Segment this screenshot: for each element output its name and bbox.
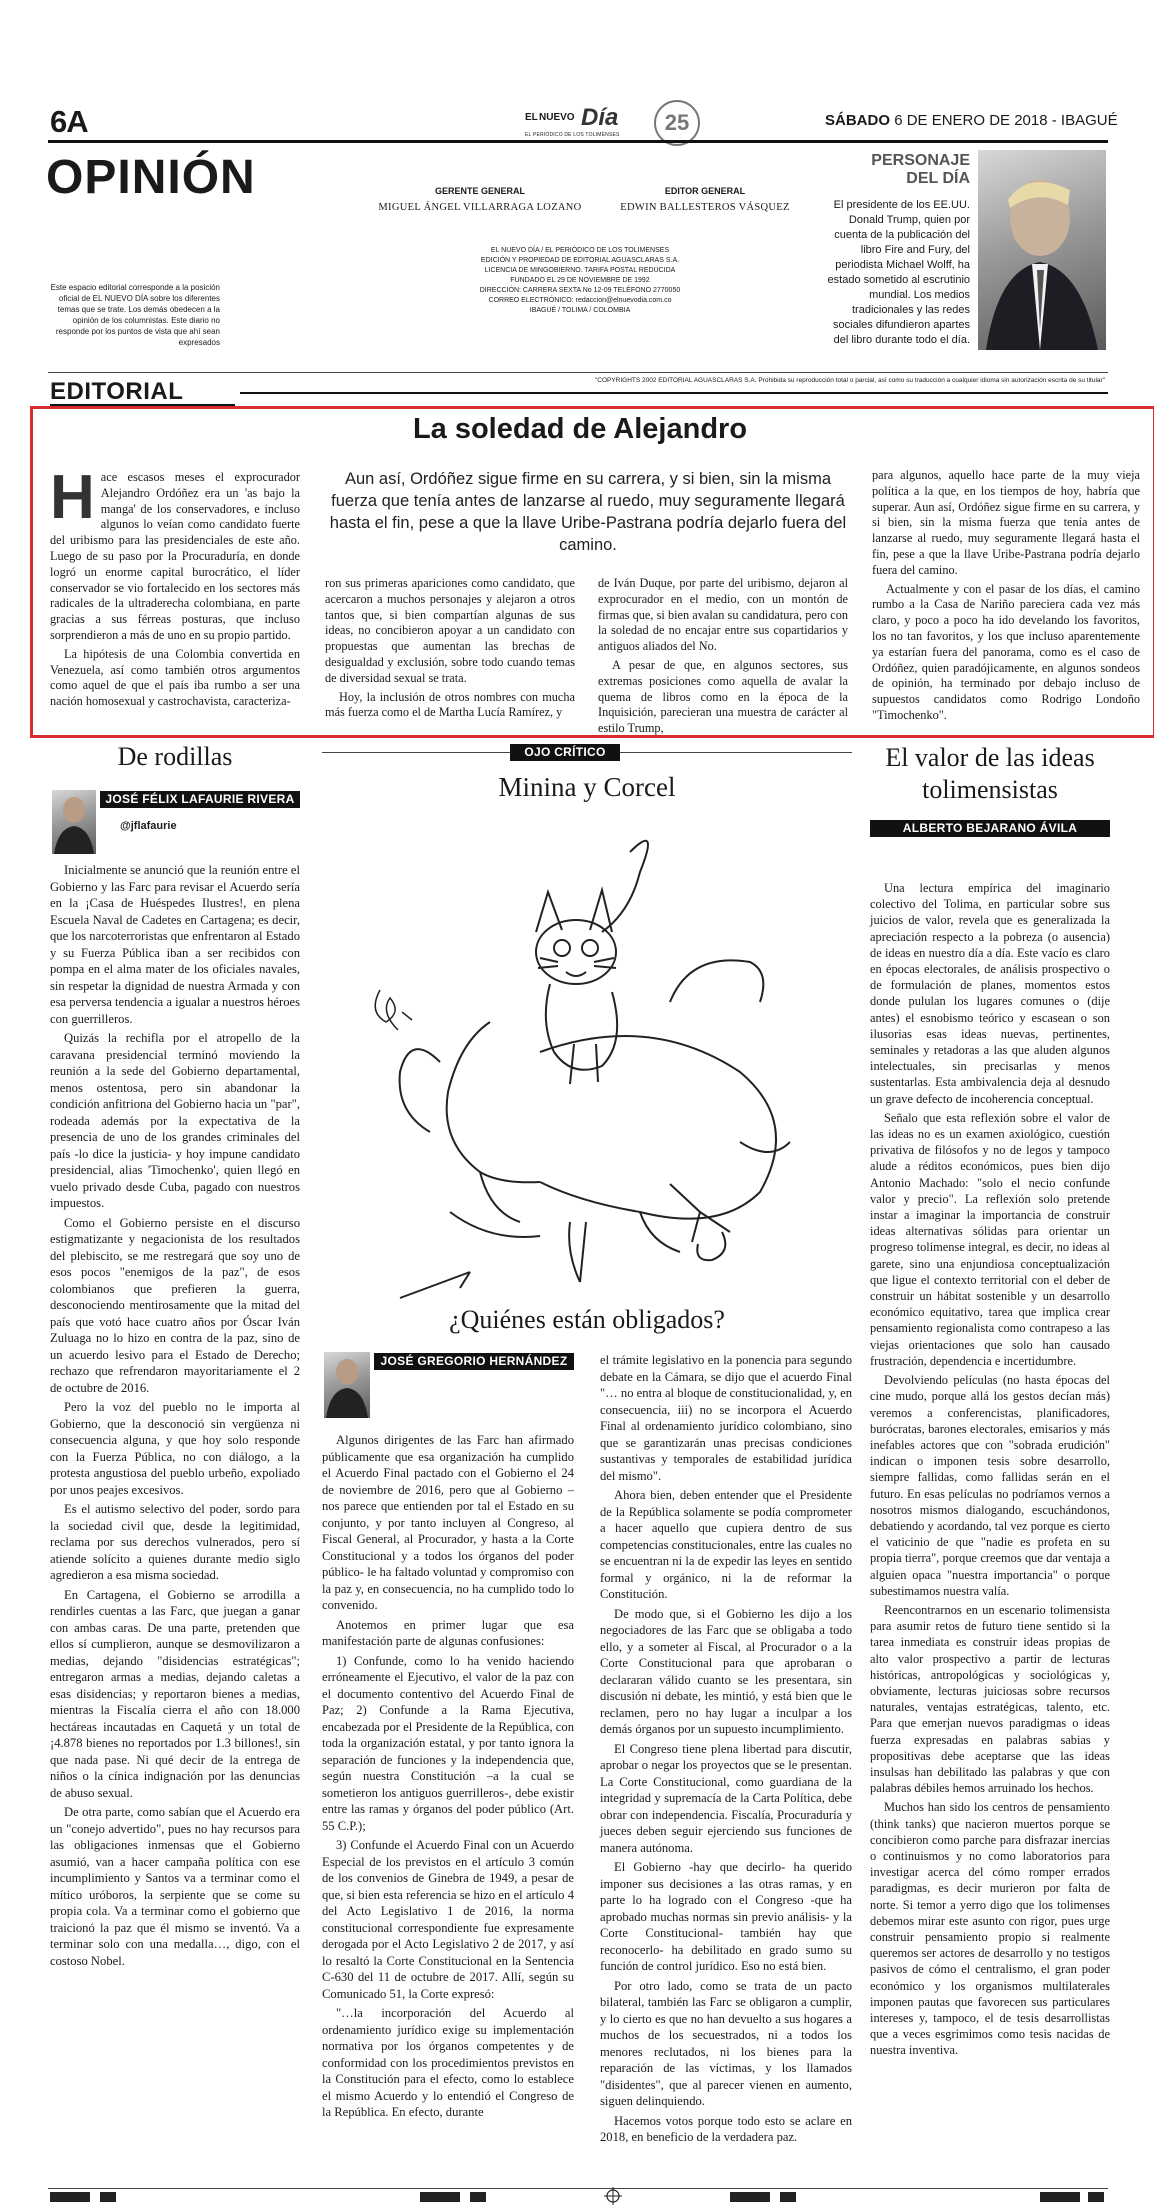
left-paragraph: De otra parte, como sabían que el Acuerdo era un "conejo advertido", pues no hay recursos para las obligaciones inmensas que el Gobierno asumió, van a hacer campaña política con ese incumplimiento y Santos va a terminar como el mítico uróboros, la serpiente que se come su propia cola. Va a terminar como el gobierno que traicionó la paz que él mismo se inventó. Va a terminar solo con una medalla…, digo, con el costoso Nobel. (50, 1805, 300, 1968)
disclaimer: Este espacio editorial corresponde a la posición oficial de EL NUEVO DÍA sobre los diferentes temas que se trate. Los demás obedecen a la opinión de los columnistas. Este diario no responde por los puntos de vista que ahí sean expresados (50, 283, 220, 347)
portrait-figure (978, 150, 1106, 350)
left-paragraph: Es el autismo selectivo del poder, sordo para la sociedad civil que, desde la legitimidad, reclama por sus derechos vulnerados, pero sí atiende solícito a quienes durante medio siglo agredieron a esa misma sociedad. (50, 1502, 300, 1582)
page-number: 6A (50, 104, 88, 139)
editorial-col1 (50, 463, 300, 713)
left-paragraph: Quizás la rechifla por el atropello de la caravana presidencial terminó moviendo la reunión a la sede del Gobierno departamental, menos ostentosa, pero sin abandonar la condición anfitriona del Gobierno hacia un "par", rodeada además por la expectativa de la presencia de uno de los grandes criminales del país -lo dice la justicia- y hoy impune candidato presidencial, alias 'Timochenko', quien llegó en vuelo privado desde Cuba, pagado con nuestros impuestos. (50, 1031, 300, 1210)
center-paragraph: el trámite legislativo en la ponencia para segundo debate en la Cámara, se dijo que el acuerdo Final "… no entra al bloque de constitucionalidad, y, en consecuencia, iii) no se incorpora el Acuerdo Final al ordenamiento jurídico colombiano, sino que se garantizarán unas precisas condiciones sustantivas y temporales de estabilidad jurídica del mismo". (600, 1353, 852, 1483)
center-author-photo (324, 1352, 370, 1418)
personaje-text: El presidente de los EE.UU. Donald Trump, quien por cuenta de la publicación del libro Fire and Fury, del periodista Michael Wolff, ha estado sometido al escrutinio mundial. Los medios tradicionales y las redes sociales difundieron apartes del libro durante todo el día. (827, 199, 970, 346)
editorial-col4 (872, 468, 1140, 727)
center-paragraph: 1) Confunde, como lo ha venido haciendo erróneamente el Ejecutivo, el valor de la paz con el documento contentivo del Acuerdo Final de Paz; 2) Confunde a la Rama Ejecutiva, encabezada por el Presidente de la República, con toda la organización estatal, y por tanto ignora la separación de funciones y la independencia que, según nuestra Constitución –a la cual se sometieron los antiguos guerrilleros-, debe existir entre las ramas y órganos del poder público (Art. 55 C.P.); (322, 1653, 574, 1833)
right-column-title: El valor de las ideas tolimensistas (885, 743, 1095, 804)
editorial-paragraph: ron sus primeras apariciones como candidato, que acercaron a muchos personajes y alejaron a otros tantos que, si bien compartían algunas de sus ideas, no concibieron apoyar a un candidato con propuestas que aumentan las brechas de desigualdad y exclusión, sobre todo cuando temas de diversidad sexual se trata. (325, 576, 575, 685)
center-paragraph: Algunos dirigentes de las Farc han afirmado públicamente que esa organización ha cumplido el Acuerdo Final pactado con el Gobierno el 24 de noviembre de 2016, pero que al Gobierno –nos parece que entienden por tal el Estado en su conjunto, y por tanto incluyen al Congreso, al Fiscal General, al Procurador, y hasta a la Corte Constitucional y a todos los órganos del poder público- le ha faltado voluntad y compromiso con la paz y, en consecuencia, no ha cumplido todo lo convenido. (322, 1433, 574, 1612)
general-manager-name: MIGUEL ÁNGEL VILLARRAGA LOZANO (378, 202, 582, 213)
left-author-handle: @jflafaurie (120, 820, 177, 832)
personaje-title-line1: PERSONAJE (871, 152, 970, 169)
logo (525, 106, 645, 142)
issue-date-rest: 6 DE ENERO DE 2018 - IBAGUÉ (894, 112, 1118, 129)
left-author-photo (52, 790, 96, 854)
center-paragraph: "…la incorporación del Acuerdo al ordenamiento jurídico exige su implementación normativa por los órganos competentes y de conformidad con los procedimientos previstos en la Constitución para el efecto, como lo establece el mismo Acuerdo y lo entendió el Congreso de la República. En efecto, durante (322, 2006, 574, 2119)
cartoon-illustration (340, 812, 840, 1302)
editorial-paragraph: La hipótesis de una Colombia convertida en Venezuela, así como también otros argumentos como aquel de que el país iba rumbo a ser una nación homosexual y castrochavista, caracteriza- (50, 646, 300, 709)
right-paragraph: Reencontrarnos en un escenario tolimensista para asumir retos de futuro tiene sentido si la tarea inmediata es construir ideas propias de alto valor prospectivo a partir de lecturas históricas, antropológicas y sociológicas y, obviamente, lecturas juiciosas sobre recursos naturales, ventajas estratégicas, talento, etc. Para que emerjan nuevos paradigmas o ideas fuerza expresadas en palabras sabias y propositivas debe aceptarse que las ideas insulsas han debilitado las palabras y que con palabras débiles hemos arruinado los hechos. (870, 1602, 1110, 1796)
logo-el: EL (525, 112, 538, 123)
footer-strip (780, 2192, 796, 2202)
center-author-name: JOSÉ GREGORIO HERNÁNDEZ (374, 1353, 574, 1370)
logo-tagline: EL PERIÓDICO DE LOS TOLIMENSES (525, 132, 620, 138)
anniversary-number: 25 (664, 110, 690, 135)
personaje-title (820, 152, 970, 188)
editorial-col3 (598, 576, 848, 740)
center-column-title: ¿Quiénes están obligados? (449, 1305, 725, 1334)
author-figure (52, 790, 96, 854)
footer-strip (50, 2192, 90, 2202)
registration-mark-icon (604, 2187, 622, 2205)
cartoon-drawing (340, 812, 840, 1302)
footer-strip (470, 2192, 486, 2202)
center-paragraph: El Congreso tiene plena libertad para discutir, aprobar o negar los proyectos que se le presentan. La Corte Constitucional, como guardiana de la integridad y supremacía de la Carta Política, debe obrar con independencia. Fiscalía, Procuraduría y jueces deben seguir ejerciendo sus funciones de manera autónoma. (600, 1741, 852, 1855)
left-paragraph: En Cartagena, el Gobierno se arrodilla a rendirles cuentas a las Farc, que juegan a ganar con ambas caras. De una parte, pretenden que ellos sí cumplieron, aunque se desmovilizaron a medias, dejando "disidencias estratégicas"; entregaron armas a medias, dejando caletas a esas disidencias; y reportaron bienes a medias, mientras la Fiscalía cierra el año con 18.000 hectáreas incautadas en Caquetá y un total de ¡4.878 bienes no reportados por 1.3 billones!, sin que nada pase. Ni qué decir de la entrega de niños o la cínica indignación por las denuncias de abuso sexual. (50, 1587, 300, 1800)
editorial-paragraph: ace escasos meses el exprocurador Alejandro Ordóñez era un 'as bajo la manga' de los conservadores, e incluso algunos lo veían como candidato fuerte del uribismo para las presidenciales de este año. Luego de su paso por la Procuraduría, en donde logró un enorme capital burocrático, el líder conservador se vio fortalecido en los sectores más radicales de la ultraderecha colombiana, en parte gracias a sus férreas posturas, que incluso sorprendieron a más de uno en su propio partido. (50, 470, 300, 642)
masthead-line: LICENCIA DE MINGOBIERNO. TARIFA POSTAL REDUCIDA (484, 267, 676, 274)
center-column-body-a (322, 1432, 574, 2124)
right-column-body (870, 880, 1110, 2062)
center-paragraph: Anotemos en primer lugar que esa manifestación parte de algunas confusiones: (322, 1617, 574, 1648)
copyright-notice: "COPYRIGHTS 2002 EDITORIAL AGUASCLARAS S.A. Prohibida su reproducción total o parcial, así como su traducción a cualquier idioma sin autorización escrita de su titular" (594, 377, 1105, 384)
masthead-info (420, 246, 740, 316)
left-author-name: JOSÉ FÉLIX LAFAURIE RIVERA (100, 791, 300, 808)
right-paragraph: Muchos han sido los centros de pensamiento (think tanks) que nacieron muertos porque se concibieron como parche para disfrazar inercias o continuismos y no como laboratorios para investigar acerca del cómo romper errados paradigmas, es decir murieron por falta de norte. Si temor a yerro digo que los tolimenses debemos mirar este asunto con rigor, pues urge construir pensamiento propio si realmente queremos ser actores de desarrollo y no testigos pasivos de cómo el centralismo, el gran poder económico y los organismos multilaterales imponen pautas que favorecen sus particulares intereses y, tampoco, el de tesis desarrollistas que a veces esgrimimos como tesis nacidas de nuestra inventiva. (870, 1800, 1110, 2058)
center-paragraph: Ahora bien, deben entender que el Presidente de la República solamente se podía comprometer a hacer aquello que cupiera dentro de sus competencias constitucionales, entre las cuales no se encuentran ni la de expedir las leyes en sentido formal y orgánico, ni la de reformar la Constitución. (600, 1488, 852, 1601)
issue-date-day: SÁBADO (825, 112, 891, 129)
masthead-line: FUNDADO EL 29 DE NOVIEMBRE DE 1992 (510, 277, 650, 284)
logo-nuevo: NUEVO (539, 112, 575, 123)
editorial-title: La soledad de Alejandro (412, 413, 748, 445)
section-title: OPINIÓN (46, 151, 256, 204)
personaje-photo (978, 150, 1106, 350)
editorial-paragraph: Hoy, la inclusión de otros nombres con mucha más fuerza como el de Martha Lucía Ramírez, y (325, 689, 575, 720)
cartoon-title: Minina y Corcel (498, 772, 676, 802)
center-paragraph: El Gobierno -hay que decirlo- ha querido imponer sus decisiones a las otras ramas, y en parte lo ha logrado con el Congreso -que ha aprobado muchas normas sin previo análisis- y la Corte Constitucional- también hay que reconocerlo- ha debilitado en grado sumo su función de control jurídico. Eso no está bien. (600, 1860, 852, 1973)
left-paragraph: Inicialmente se anunció que la reunión entre el Gobierno y las Farc para revisar el Acuerdo sería en la ¡Casa de Huéspedes Ilustres!, en plena Escuela Naval de Cadetes en Cartagena; es decir, que los narcoterroristas que enfrentaron al Estado y su Fuerza Pública iban a ser recibidos con pompa en el alma mater de los oficiales navales, sin respetar la dignidad de nuestra Armada y con esa perversa tendencia a igualar a nuestros héroes con guerrilleros. (50, 863, 301, 1026)
editorial-paragraph: A pesar de que, en algunos sectores, sus extremas posiciones como aquella de avalar la quema de libros como en la época de la Inquisición, parecieran una muestra de carácter al estilo Trump, (598, 657, 848, 736)
masthead-line: EDICIÓN Y PROPIEDAD DE EDITORIAL AGUASCLARAS S.A. (480, 257, 680, 264)
center-column-body-b (600, 1352, 852, 2149)
masthead-line: CORREO ELECTRÓNICO: redaccion@elnuevodia.com.co (488, 297, 672, 304)
editorial-col2 (325, 576, 575, 724)
left-paragraph: Como el Gobierno persiste en el discurso estigmatizante y negacionista de los resultados del plebiscito, se me restregará que soy uno de esos pocos "enemigos de la paz", de esos colombianos que prefieren la guerra, desconociendo mentirosamente que la mitad del país que votó hace cuatro años por Óscar Iván Zuluaga no lo hizo en contra de la paz, sino de un acuerdo lesivo para el Estado de Derecho; rechazo que refrendaron mayoritariamente el 2 de octubre de 2016. (50, 1215, 300, 1395)
masthead-line: IBAGUÉ / TOLIMA / COLOMBIA (529, 307, 631, 314)
right-author-name: ALBERTO BEJARANO ÁVILA (870, 820, 1110, 837)
logo-dia: Día (581, 104, 619, 131)
editorial-paragraph: de Iván Duque, por parte del uribismo, dejaron al exprocurador en el medio, con un montón de firmas que, si bien avalan su candidatura, pero con la soledad de no encajar entre sus copartidarios y antiguos aliados del No. (598, 576, 848, 654)
masthead-line: EL NUEVO DÍA / EL PERIÓDICO DE LOS TOLIMENSES (490, 247, 670, 254)
general-editor-title: EDITOR GENERAL (664, 186, 746, 196)
right-paragraph: Señalo que esta reflexión sobre el valor de las ideas no es un examen axiológico, cuestión privativa de filósofos y no de legos y tampoco alude a réditos económicos, pues bien dijo Antonio Machado: "solo el necio confunde valor y precio". La reflexión solo pretende instar a imaginar la importancia de construir ideas alternativas sólidas para orientar un progreso tolimense integral, es decir, no ideas al garete, sino una enjundiosa conceptualización que ligue el contexto territorial con el deber de construir un hábitat sostenible y un desarrollo económico equitativo, tarea que implica crear pensamiento regionalista como contrapeso a las viejas orientaciones que solo han causado frustración, dependencia e incertidumbre. (870, 1110, 1110, 1368)
editorial-label: EDITORIAL (50, 378, 184, 405)
masthead-line: DIRECCIÓN: CARRERA SEXTA No 12-09 TELÉFONO 2770050 (479, 287, 681, 294)
issue-date (825, 112, 1118, 129)
personaje-title-line2: DEL DÍA (906, 170, 970, 187)
left-column-title: De rodillas (117, 742, 233, 771)
editorial-paragraph: para algunos, aquello hace parte de la muy vieja política a la que, en los tiempos de hoy, habría que superar. Aun así, Ordóñez sigue firme en su carrera, y si bien, sin la misma fuerza que tenía antes de lanzarse al ruedo, muy seguramente llegará hasta el fin, pese a que la llave Uribe-Pastrana podría dejarlo fuera del camino. (872, 468, 1140, 577)
left-column-body (50, 862, 300, 1972)
footer-strip (100, 2192, 116, 2202)
footer-strip (420, 2192, 460, 2202)
editorial-paragraph: Actualmente y con el pasar de los días, el camino rumbo a la Casa de Nariño pareciera cada vez más claro, y poco a poco ha ido develando los favoritos, los no tan favoritos, y los que incluso aparentemente ya estarían fuera del panorama, como es el caso de Ordóñez, quien paradójicamente, en algunos sondeos de opinión, ha terminado por debajo incluso de supuestos candidatos como Rodrigo Londoño "Timochenko". (872, 581, 1140, 722)
center-paragraph: 3) Confunde el Acuerdo Final con un Acuerdo Especial de los previstos en el artículo 3 común de los convenios de Ginebra de 1949, a pesar de que, si bien esta referencia se hizo en el artículo 4 del Acto Legislativo 1 de 2016, la norma constitucional correspondiente fue expresamente derogada por el Acto Legislativo 2 de 2017, y así lo resaltó la Corte Constitucional en la Sentencia C-630 del 11 de octubre de 2017. Allí, según su Comunicado 51, la Corte expresó: (322, 1838, 574, 2001)
footer-strip (1040, 2192, 1080, 2202)
cartoon-label: OJO CRÍTICO (510, 744, 620, 761)
center-paragraph: De modo que, si el Gobierno les dijo a los negociadores de las Farc que se obligaba a todo ello, y a someter al Fiscal, al Procurador o a la Corte Constitucional para que aprobaran o declararan válido cuanto se les presentara, sin discusión ni debate, les mintió, y está bien que le reclamen, pero no hay lugar a inculpar a los demás órganos por un supuesto incumplimiento. (600, 1606, 852, 1736)
center-paragraph: Por otro lado, como se trata de un pacto bilateral, también las Farc se obligaron a cumplir, y lo cierto es que no han devuelto a sus hogares a muchos de los secuestrados, ni a todos los menores reclutados, ni los bienes para la reparación de las víctimas, y los llamados "disidentes", que al parecer vienen en aumento, siguen delinquiendo. (600, 1978, 852, 2108)
editorial-pullquote: Aun así, Ordóñez sigue firme en su carrera, y si bien, sin la misma fuerza que tenía antes de lanzarse al ruedo, muy seguramente llegará hasta el fin, pese a que la llave Uribe-Pastrana podría dejarlo fuera del camino. (329, 470, 847, 554)
right-paragraph: Una lectura empírica del imaginario colectivo del Tolima, en particular sobre sus juicios de valor, revela que es generalizada la apreciación respecto a la pobreza (o ausencia) de ideas en nuestro día a día. Este vacío es claro en épocas electorales, de análisis prospectivo o de formulación de planes, momentos estos donde pululan los lugares comunes o (dije antes) el esnobismo teórico y escasean o son ilusorias esas ideas nuevas, pertinentes, seminales y retadoras a las que aluden algunos intelectuales, sin precisarlas y menos sustentarlas. Esta ambivalencia deja al desnudo un grave defecto de incoherencia conceptual. (870, 881, 1110, 1106)
general-editor-name: EDWIN BALLESTEROS VÁSQUEZ (620, 202, 790, 213)
center-paragraph: Hacemos votos porque todo esto se aclare en 2018, en beneficio de la verdadera paz. (600, 2113, 852, 2144)
general-manager-title: GERENTE GENERAL (434, 186, 525, 196)
drop-cap: H (50, 463, 95, 532)
author-figure (324, 1352, 370, 1418)
left-paragraph: Pero la voz del pueblo no le importa al Gobierno, que la desconoció sin vergüenza ni consecuencia alguna, y que hoy solo responde con la Fuerza Pública, no con diálogo, a la protesta angustiosa del pueblo urbeño, expoliado por unos peajes excesivos. (50, 1400, 300, 1497)
footer-strip (1088, 2192, 1104, 2202)
footer-strip (730, 2192, 770, 2202)
right-paragraph: Devolviendo películas (no hasta épocas del cine mudo, porque allá los gestos decían más) veremos a conferencistas, planificadores, burócratas, barones electorales, emisarios y más inefables actores que con "sobrada erudición" indican o imponen tesis sobre desarrollo, siempre fallidas, como fallidas serán en el futuro. En esas películas no podríamos vernos a nosotros mismos dialogando, escuchándonos, debatiendo y acordando, tal vez porque es cierto el vaticinio de que "nadie es profeta en su propia tierra", porque creemos que dar ventaja a alguien opaca "nuestra importancia" o porque subestimamos nuestra valía. (870, 1373, 1110, 1598)
